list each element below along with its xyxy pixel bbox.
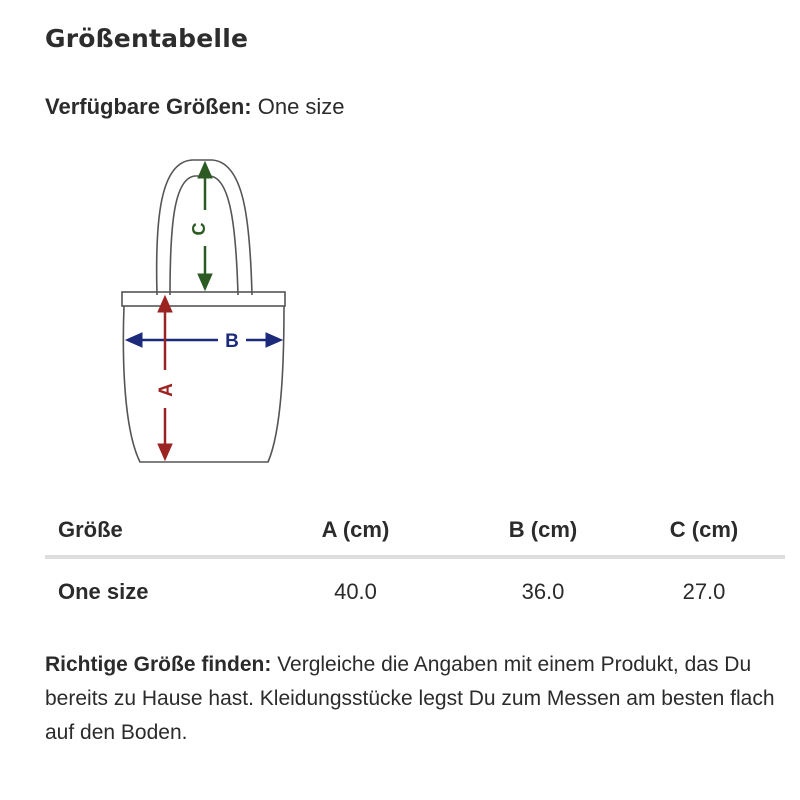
dimension-a-arrow — [156, 296, 177, 460]
available-sizes-value: One size — [257, 94, 345, 119]
available-sizes — [45, 94, 345, 120]
size-hint — [45, 648, 790, 750]
size-hint-label: Richtige Größe finden: — [45, 653, 272, 676]
available-sizes-label: Verfügbare Größen: — [45, 94, 252, 119]
column-header-size: Größe — [45, 505, 248, 557]
svg-text:A: A — [156, 383, 177, 397]
page-title: Größentabelle — [45, 24, 249, 53]
cell-a: 40.0 — [334, 579, 377, 604]
tote-bag-diagram — [100, 140, 320, 480]
column-header-b: B (cm) — [463, 505, 623, 557]
table-header-row — [45, 505, 785, 557]
svg-text:C: C — [189, 222, 209, 236]
cell-c: 27.0 — [682, 579, 726, 604]
column-header-a: A (cm) — [248, 505, 463, 557]
size-table — [45, 505, 785, 625]
column-header-c: C (cm) — [623, 505, 785, 557]
size-hint-text: Vergleiche die Angaben mit einem Produkt, das Du bereits zu Hause hast. Kleidungsstücke legst Du zum Messen am besten flach auf den Boden. — [45, 653, 775, 744]
table-row — [45, 557, 785, 625]
cell-size: One size — [58, 579, 149, 604]
cell-b: 36.0 — [521, 579, 565, 604]
dimension-b-arrow — [126, 331, 282, 352]
svg-text:B: B — [225, 331, 239, 352]
dimension-c-arrow — [189, 162, 212, 290]
